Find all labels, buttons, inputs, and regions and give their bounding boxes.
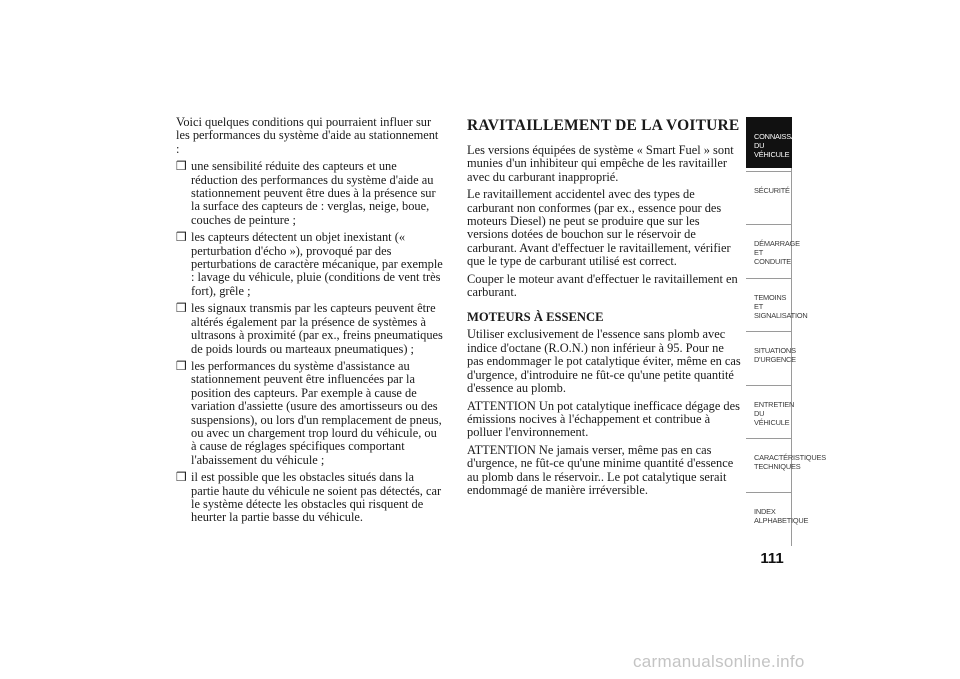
bullet-item	[176, 471, 444, 525]
watermark-text: carmanualsonline.info	[633, 652, 805, 671]
tab-label: TECHNIQUES	[754, 462, 801, 471]
tab-label: CONDUITE	[754, 257, 791, 266]
attention-paragraph: ATTENTION Un pot catalytique inefficace dégage des émissions nocives à l'échappement et contribue à polluer l'environnement.	[467, 398, 740, 440]
tab-label: INDEX	[754, 506, 776, 516]
tab-label: CARACTÉRISTIQUES	[754, 453, 826, 462]
tab-label: SÉCURITÉ	[754, 185, 790, 195]
tab-demarrage-et-conduite[interactable]	[746, 224, 800, 275]
checkbox-bullet-icon: ❒	[176, 358, 187, 373]
bullet-text: les performances du système d'assistance au stationnement peuvent être influencées par la position des capteurs. Par exemple à cause de variation d'assiette (usure des amortisseurs ou des suspensions), ou lors d'un remplacement de pneus, ou avec un chargement trop lourd du véhicule, ou à cause de réglages spécifiques comportant l'abaissement du véhicule ;	[191, 358, 442, 467]
tab-securite[interactable]	[746, 171, 792, 222]
bullet-item	[176, 302, 444, 356]
attention-paragraph: ATTENTION Ne jamais verser, même pas en cas d'urgence, ne fût-ce qu'une minime quantité d'essence au plomb dans le réservoir.. Le pot catalytique serait endommagé de manière irréversible.	[467, 442, 734, 497]
tab-label: SITUATIONS	[754, 346, 796, 355]
bullet-item	[176, 231, 444, 298]
bullet-item	[176, 360, 444, 467]
left-column	[176, 116, 444, 529]
section-title: RAVITAILLEMENT DE LA VOITURE	[467, 117, 740, 134]
intro-paragraph: Voici quelques conditions qui pourraient influer sur les performances du système d'aide au stationnement :	[176, 115, 439, 156]
tab-situations-d-urgence[interactable]	[746, 331, 796, 382]
bullet-text: les signaux transmis par les capteurs peuvent être altérés également par la présence de systèmes à ultrasons à proximité (par ex., freins pneumatiques de poids lourds ou marteaux pneumatiques) ;	[191, 301, 443, 356]
tab-label: ALPHABETIQUE	[754, 515, 809, 525]
page-number: 111	[760, 550, 784, 567]
tab-label: TEMOINS ET	[754, 292, 787, 311]
tab-label: ENTRETIEN DU	[754, 399, 795, 418]
tab-label: CONNAISSANCE DU	[754, 132, 811, 150]
tab-connaissance-du-vehicule[interactable]	[746, 117, 811, 168]
right-column	[467, 117, 743, 501]
checkbox-bullet-icon: ❒	[176, 159, 187, 174]
tab-index-alphabetique[interactable]	[746, 492, 809, 543]
tab-label: DÉMARRAGE ET	[754, 239, 800, 257]
subsection-title: MOTEURS À ESSENCE	[467, 310, 604, 325]
paragraph: Les versions équipées de système « Smart Fuel » sont munies d'un inhibiteur qui empêche de les ravitailler avec du carburant inapproprié.	[467, 143, 734, 184]
tab-caracteristiques-techniques[interactable]	[746, 438, 826, 489]
tab-label: SIGNALISATION	[754, 310, 808, 320]
paragraph: Utiliser exclusivement de l'essence sans plomb avec indice d'octane (R.O.N.) non inférieur à 95. Pour ne pas endommager le pot catalytique éviter, même en cas d'urgence, d'introduire ne fût-ce qu'une petite quantité d'essence au plomb.	[467, 327, 741, 396]
checkbox-bullet-icon: ❒	[176, 301, 187, 316]
bullet-text: une sensibilité réduite des capteurs et une réduction des performances du système d'aide au stationnement peuvent être dues à la présence sur la surface des capteurs de : verglas, neige, boue, couches de peinture ;	[191, 159, 436, 227]
chapter-tabs	[746, 117, 826, 545]
tab-temoins-et-signalisation[interactable]	[746, 278, 808, 329]
paragraph: Le ravitaillement accidentel avec des types de carburant non conformes (par ex., essence pour des moteurs Diesel) ne peut se produire que sur les versions dotées de bouchon sur le réservoir de carburant. Avant d'effectuer le ravitaillement, vérifier que le type de carburant utilisé est correct.	[467, 187, 731, 269]
tab-label: VÉHICULE	[754, 417, 790, 427]
tab-label: VÉHICULE	[754, 150, 790, 159]
checkbox-bullet-icon: ❒	[176, 470, 187, 485]
bullet-text: les capteurs détectent un objet inexistant (« perturbation d'écho »), provoqué par des perturbations de caractère mécanique, par exemple : lavage du véhicule, pluie (conditions de vent très fort), grêle ;	[191, 230, 443, 298]
tab-label: D'URGENCE	[754, 355, 796, 364]
bullet-text: il est possible que les obstacles situés dans la partie haute du véhicule ne soient pas détectés, car le système détecte les obstacles qui risquent de heurter la partie basse du véhicule.	[191, 470, 442, 525]
tab-entretien-du-vehicule[interactable]	[746, 385, 795, 436]
checkbox-bullet-icon: ❒	[176, 230, 187, 245]
bullet-item	[176, 160, 444, 227]
paragraph: Couper le moteur avant d'effectuer le ravitaillement en carburant.	[467, 271, 738, 300]
